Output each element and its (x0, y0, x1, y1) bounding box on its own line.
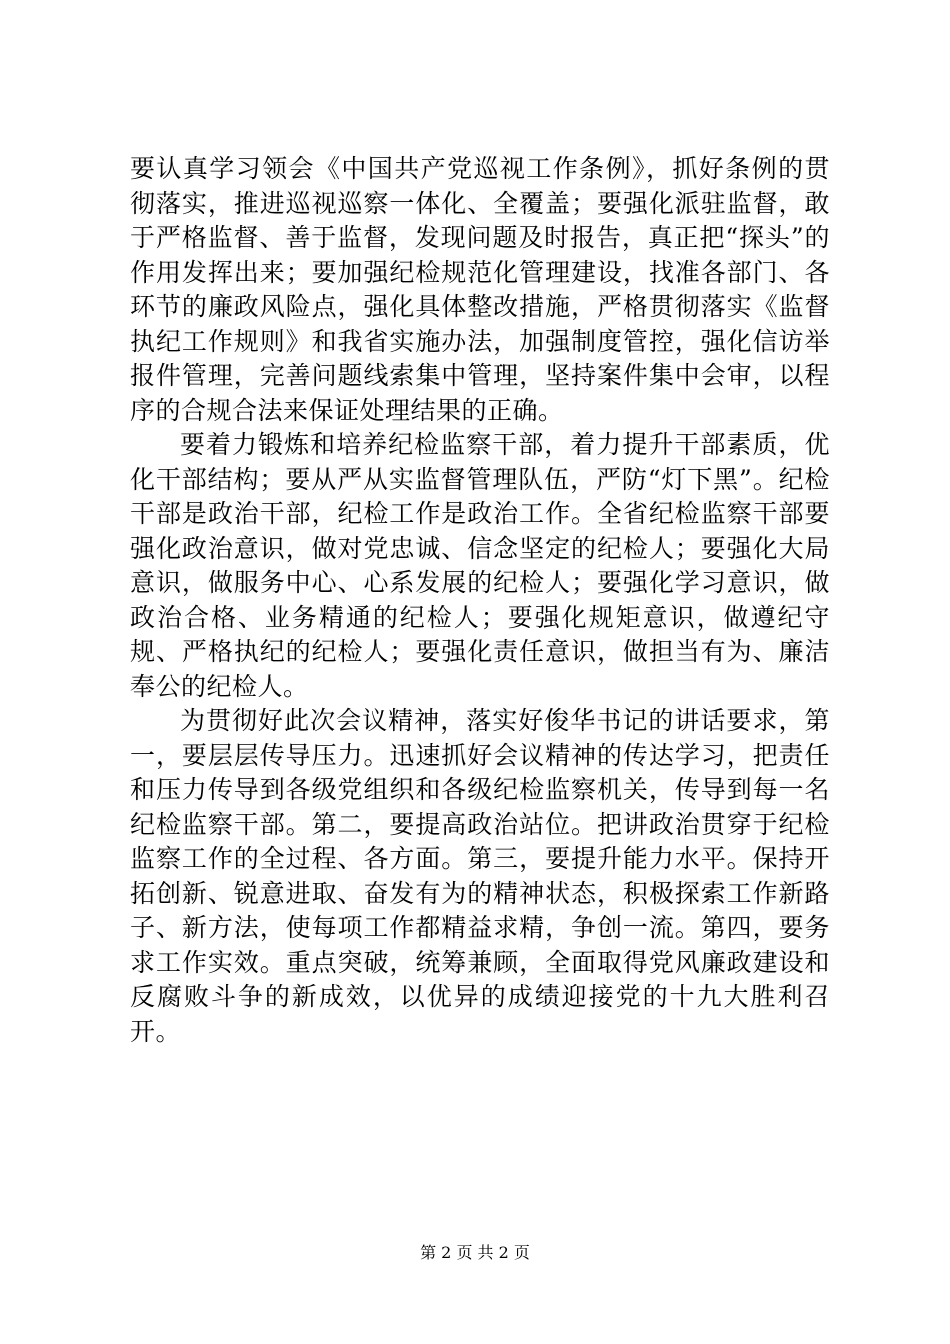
page-footer (0, 1243, 950, 1263)
document-body (130, 152, 830, 1049)
paragraph-1: 要认真学习领会《中国共产党巡视工作条例》，抓好条例的贯彻落实，推进巡视巡察一体化、全覆盖；要强化派驻监督，敢于严格监督、善于监督，发现问题及时报告，真正把“探头”的作用发挥出来；要加强纪检规范化管理建设，找准各部门、各环节的廉政风险点，强化具体整改措施，严格贯彻落实《监督执纪工作规则》和我省实施办法，加强制度管控，强化信访举报件管理，完善问题线索集中管理，坚持案件集中会审，以程序的合规合法来保证处理结果的正确。 (130, 154, 830, 425)
paragraph-3: 为贯彻好此次会议精神，落实好俊华书记的讲话要求，第一，要层层传导压力。迅速抓好会议精神的传达学习，把责任和压力传导到各级党组织和各级纪检监察机关，传导到每一名纪检监察干部。第二，要提高政治站位。把讲政治贯穿于纪检监察工作的全过程、各方面。第三，要提升能力水平。保持开拓创新、锐意进取、奋发有为的精神状态，积极探索工作新路子、新方法，使每项工作都精益求精，争创一流。第四，要务求工作实效。重点突破，统筹兼顾，全面取得党风廉政建设和反腐败斗争的新成效，以优异的成绩迎接党的十九大胜利召开。 (130, 706, 830, 1046)
paragraph-2: 要着力锻炼和培养纪检监察干部，着力提升干部素质，优化干部结构；要从严从实监督管理队伍，严防“灯下黑”。纪检干部是政治干部，纪检工作是政治工作。全省纪检监察干部要强化政治意识，做对党忠诚、信念坚定的纪检人；要强化大局意识，做服务中心、心系发展的纪检人；要强化学习意识，做政治合格、业务精通的纪检人；要强化规矩意识，做遵纪守规、严格执纪的纪检人；要强化责任意识，做担当有为、廉洁奉公的纪检人。 (130, 430, 830, 701)
page-number: 第 2 页 共 2 页 (420, 1243, 530, 1262)
